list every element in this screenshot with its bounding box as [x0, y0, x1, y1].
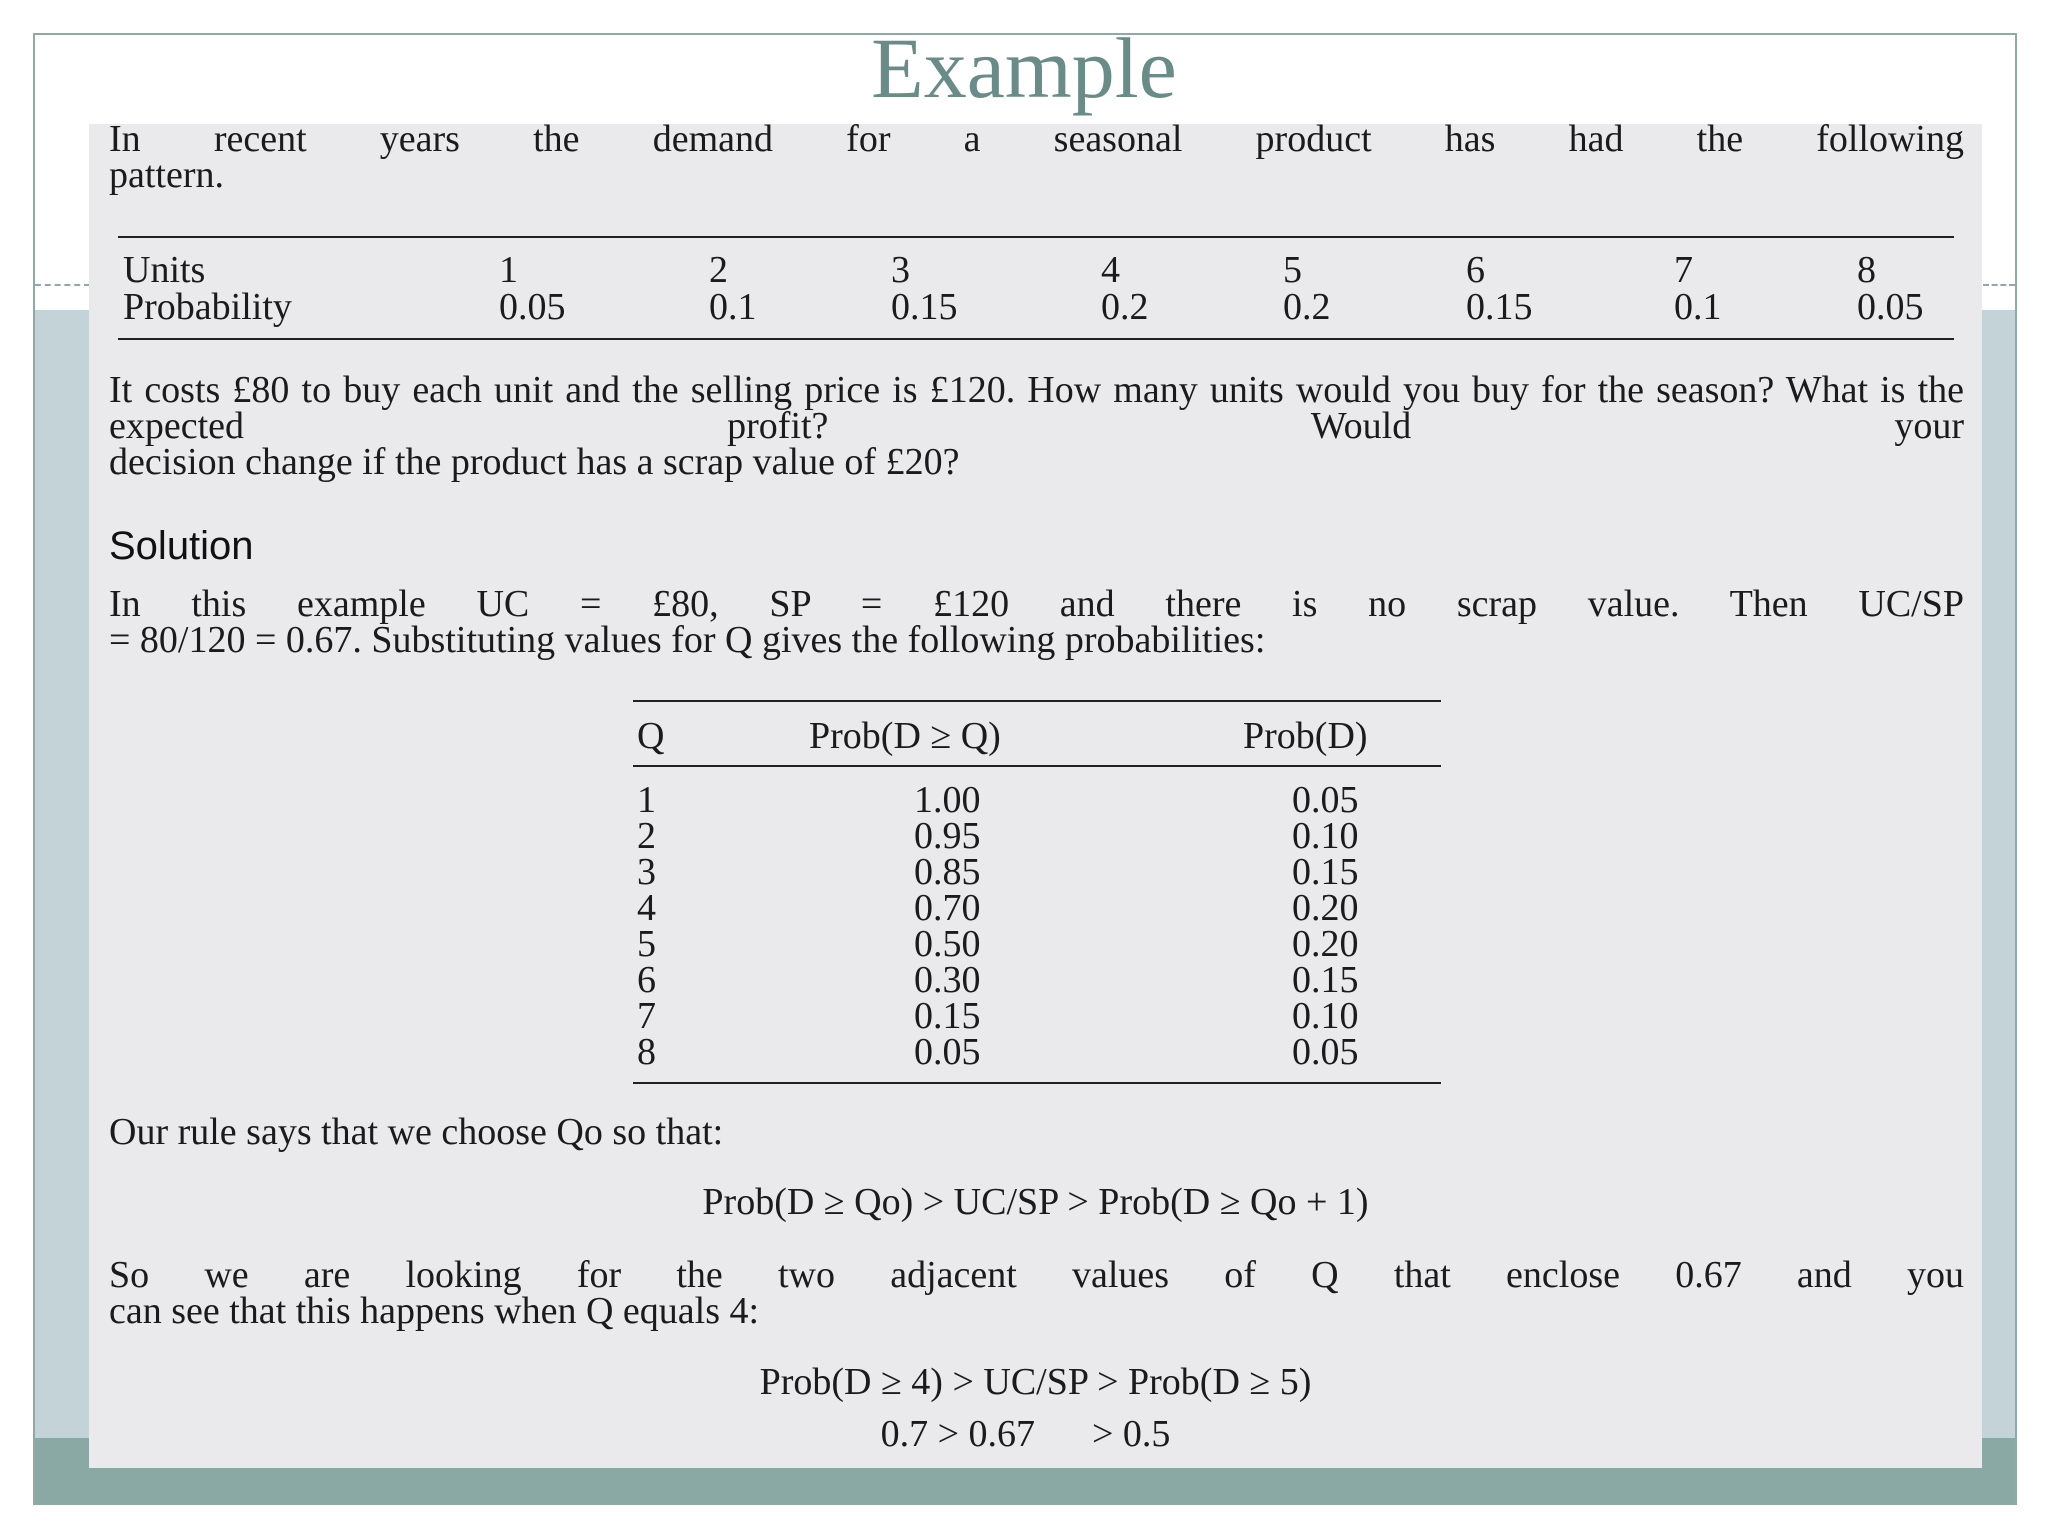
divider-line-left — [35, 284, 90, 286]
intro-line-1: In recent years the demand for a seasonal product has had the following — [109, 118, 1964, 160]
prob-row-cumulative: 1.00 — [914, 779, 981, 821]
prob-table-top-rule — [633, 700, 1441, 702]
units-cell: 8 — [1857, 249, 1876, 291]
probability-cell: 0.05 — [1857, 286, 1924, 328]
intro-paragraph — [109, 118, 1964, 196]
units-label: Units — [123, 249, 206, 291]
units-cell: 4 — [1101, 249, 1120, 291]
prob-row-q: 2 — [637, 815, 656, 857]
question-paragraph — [109, 369, 1964, 483]
question-line-2: would you buy for the season? What is the expected profit? Would your — [109, 369, 1964, 447]
prob-table-header-prob: Prob(D) — [1243, 715, 1368, 757]
prob-row-cumulative: 0.70 — [914, 887, 981, 929]
prob-table-header-rule — [633, 765, 1441, 767]
search-line-2: can see that this happens when Q equals 4: — [109, 1290, 760, 1332]
demand-table-top-rule — [118, 236, 1954, 238]
prob-row-cumulative: 0.15 — [914, 995, 981, 1037]
prob-row-prob: 0.05 — [1292, 1031, 1359, 1073]
prob-row-prob: 0.20 — [1292, 923, 1359, 965]
prob-row-q: 3 — [637, 851, 656, 893]
document-image — [89, 118, 1982, 1468]
units-cell: 3 — [891, 249, 910, 291]
prob-table-header-cumulative: Prob(D ≥ Q) — [809, 715, 1001, 757]
units-cell: 2 — [709, 249, 728, 291]
prob-row-cumulative: 0.05 — [914, 1031, 981, 1073]
solution-heading: Solution — [109, 524, 254, 568]
probability-cell: 0.05 — [499, 286, 566, 328]
units-cell: 5 — [1283, 249, 1302, 291]
probability-cell: 0.2 — [1283, 286, 1331, 328]
probability-cell: 0.15 — [891, 286, 958, 328]
probability-cell: 0.2 — [1101, 286, 1149, 328]
prob-row-cumulative: 0.95 — [914, 815, 981, 857]
rule-text: Our rule says that we choose Qo so that: — [109, 1111, 724, 1153]
prob-row-cumulative: 0.30 — [914, 959, 981, 1001]
prob-row-prob: 0.05 — [1292, 779, 1359, 821]
search-line-1: So we are looking for the two adjacent values of Q that enclose 0.67 and you — [109, 1254, 1964, 1296]
units-cell: 1 — [499, 249, 518, 291]
question-line-1: It costs £80 to buy each unit and the selling price is £120. How many units — [109, 369, 1284, 411]
solution-paragraph — [109, 583, 1964, 661]
prob-table-header-q: Q — [637, 715, 665, 757]
prob-row-prob: 0.15 — [1292, 851, 1359, 893]
rule-formula: Prob(D ≥ Qo) > UC/SP > Prob(D ≥ Qo + 1) — [702, 1181, 1369, 1223]
prob-row-q: 7 — [637, 995, 656, 1037]
result-values: 0.7 > 0.67 > 0.5 — [880, 1413, 1171, 1455]
probability-cell: 0.15 — [1466, 286, 1533, 328]
prob-row-q: 1 — [637, 779, 656, 821]
prob-row-prob: 0.10 — [1292, 995, 1359, 1037]
probability-label: Probability — [123, 286, 292, 328]
prob-table-bottom-rule — [633, 1082, 1441, 1084]
prob-row-prob: 0.20 — [1292, 887, 1359, 929]
divider-line-right — [1983, 284, 2015, 286]
question-line-3: decision change if the product has a scrap value of £20? — [109, 441, 960, 483]
prob-row-cumulative: 0.50 — [914, 923, 981, 965]
prob-row-prob: 0.15 — [1292, 959, 1359, 1001]
prob-row-cumulative: 0.85 — [914, 851, 981, 893]
result-formula: Prob(D ≥ 4) > UC/SP > Prob(D ≥ 5) — [759, 1361, 1312, 1403]
prob-row-q: 8 — [637, 1031, 656, 1073]
slide-title: Example — [871, 20, 1177, 116]
prob-row-q: 4 — [637, 887, 656, 929]
solution-line-1: In this example UC = £80, SP = £120 and there is no scrap value. Then UC/SP — [109, 583, 1964, 625]
prob-row-q: 6 — [637, 959, 656, 1001]
prob-row-q: 5 — [637, 923, 656, 965]
probability-cell: 0.1 — [1674, 286, 1722, 328]
units-cell: 7 — [1674, 249, 1693, 291]
search-paragraph — [109, 1254, 1964, 1332]
solution-line-2: = 80/120 = 0.67. Substituting values for Q gives the following probabilities: — [109, 619, 1266, 661]
intro-line-2: pattern. — [109, 154, 225, 196]
units-cell: 6 — [1466, 249, 1485, 291]
demand-table-bottom-rule — [118, 338, 1954, 340]
probability-cell: 0.1 — [709, 286, 757, 328]
prob-row-prob: 0.10 — [1292, 815, 1359, 857]
